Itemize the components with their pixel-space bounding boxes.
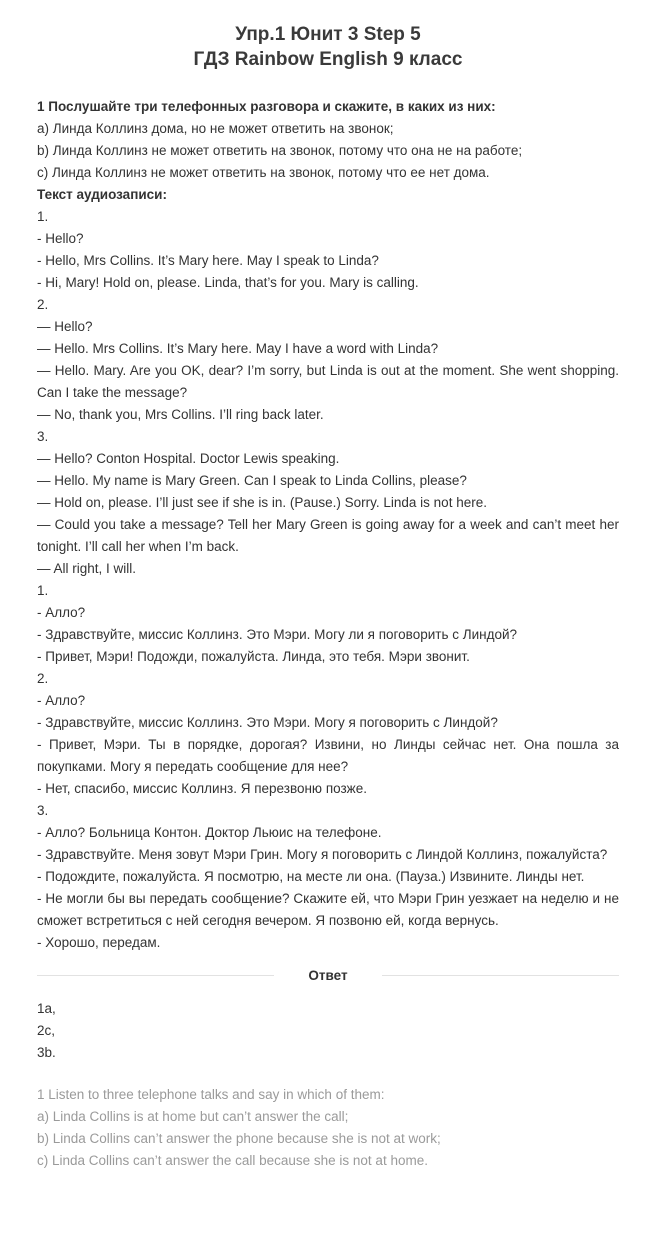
transcript-line: - Здравствуйте. Меня зовут Мэри Грин. Могу я поговорить с Линдой Коллинз, пожалуйста? <box>37 847 608 862</box>
title-line-2: ГДЗ Rainbow English 9 класс <box>193 49 463 70</box>
english-task-line: c) Linda Collins can’t answer the call because she is not at home. <box>37 1153 428 1168</box>
task-option: c) Линда Коллинз не может ответить на звонок, потому что ее нет дома. <box>37 165 490 180</box>
transcript-line: - Хорошо, передам. <box>37 935 161 950</box>
transcript-line: - Привет, Мэри. Ты в порядке, дорогая? Извини, но Линды сейчас нет. Она пошла за покупками. Могу я передать сообщение для нее? <box>37 737 619 774</box>
english-task-line: 1 Listen to three telephone talks and say in which of them: <box>37 1087 385 1102</box>
transcript-line: - Алло? <box>37 693 86 708</box>
transcript-line: — Could you take a message? Tell her Mary Green is going away for a week and can’t meet her tonight. I’ll call her when I’m back. <box>37 517 619 554</box>
divider-rule-left <box>37 975 274 976</box>
title-line-1: Упр.1 Юнит 3 Step 5 <box>235 24 421 45</box>
page-title <box>37 22 619 72</box>
transcript-line: - Здравствуйте, миссис Коллинз. Это Мэри. Могу ли я поговорить с Линдой? <box>37 627 518 642</box>
divider-rule-right <box>382 975 619 976</box>
transcript-line: - Привет, Мэри! Подожди, пожалуйста. Линда, это тебя. Мэри звонит. <box>37 649 470 664</box>
transcript-line: - Алло? Больница Контон. Доктор Льюис на телефоне. <box>37 825 382 840</box>
transcript-line: — Hello? <box>37 319 93 334</box>
transcript-line: - Алло? <box>37 605 86 620</box>
answer-item: 2c, <box>37 1023 56 1038</box>
transcript-line: — Hold on, please. I’ll just see if she is in. (Pause.) Sorry. Linda is not here. <box>37 495 487 510</box>
answer-item: 3b. <box>37 1045 56 1060</box>
transcript-line: - Hello, Mrs Collins. It’s Mary here. May I speak to Linda? <box>37 253 379 268</box>
transcript-line: - Нет, спасибо, миссис Коллинз. Я перезвоню позже. <box>37 781 367 796</box>
transcript-line: — Hello. Mrs Collins. It’s Mary here. May I have a word with Linda? <box>37 341 439 356</box>
transcript-line: — No, thank you, Mrs Collins. I’ll ring back later. <box>37 407 324 422</box>
transcript-line: - Не могли бы вы передать сообщение? Скажите ей, что Мэри Грин уезжает на неделю и не сможет встретиться с ней сегодня вечером. Я позвоню ей, когда вернусь. <box>37 891 619 928</box>
transcript-line: 1. <box>37 583 49 598</box>
answer-divider <box>37 964 619 986</box>
answer-list <box>37 998 619 1064</box>
transcript-line: 2. <box>37 671 49 686</box>
transcript-line: — Hello. My name is Mary Green. Can I speak to Linda Collins, please? <box>37 473 467 488</box>
task-heading: 1 Послушайте три телефонных разговора и скажите, в каких из них: <box>37 99 496 114</box>
transcript-line: — Hello? Conton Hospital. Doctor Lewis speaking. <box>37 451 340 466</box>
transcript-line: - Hi, Mary! Hold on, please. Linda, that’s for you. Mary is calling. <box>37 275 419 290</box>
transcript-line: 3. <box>37 803 49 818</box>
transcript-line: 2. <box>37 297 49 312</box>
english-task-line: b) Linda Collins can’t answer the phone because she is not at work; <box>37 1131 441 1146</box>
transcript-line: — All right, I will. <box>37 561 137 576</box>
transcript-heading: Текст аудиозаписи: <box>37 187 167 202</box>
answer-label: Ответ <box>308 967 348 983</box>
transcript-line: - Подождите, пожалуйста. Я посмотрю, на месте ли она. (Пауза.) Извините. Линды нет. <box>37 869 585 884</box>
english-task-line: a) Linda Collins is at home but can’t answer the call; <box>37 1109 349 1124</box>
answer-item: 1a, <box>37 1001 56 1016</box>
transcript-lines <box>37 206 619 954</box>
transcript-line: — Hello. Mary. Are you OK, dear? I’m sorry, but Linda is out at the moment. She went shopping. Can I take the message? <box>37 363 619 400</box>
task-option: a) Линда Коллинз дома, но не может ответить на звонок; <box>37 121 394 136</box>
transcript-line: 3. <box>37 429 49 444</box>
transcript-line: 1. <box>37 209 49 224</box>
task-option: b) Линда Коллинз не может ответить на звонок, потому что она не на работе; <box>37 143 523 158</box>
transcript-line: - Hello? <box>37 231 84 246</box>
exercise-body <box>37 96 619 954</box>
english-task <box>37 1084 619 1172</box>
transcript-line: - Здравствуйте, миссис Коллинз. Это Мэри. Могу я поговорить с Линдой? <box>37 715 498 730</box>
